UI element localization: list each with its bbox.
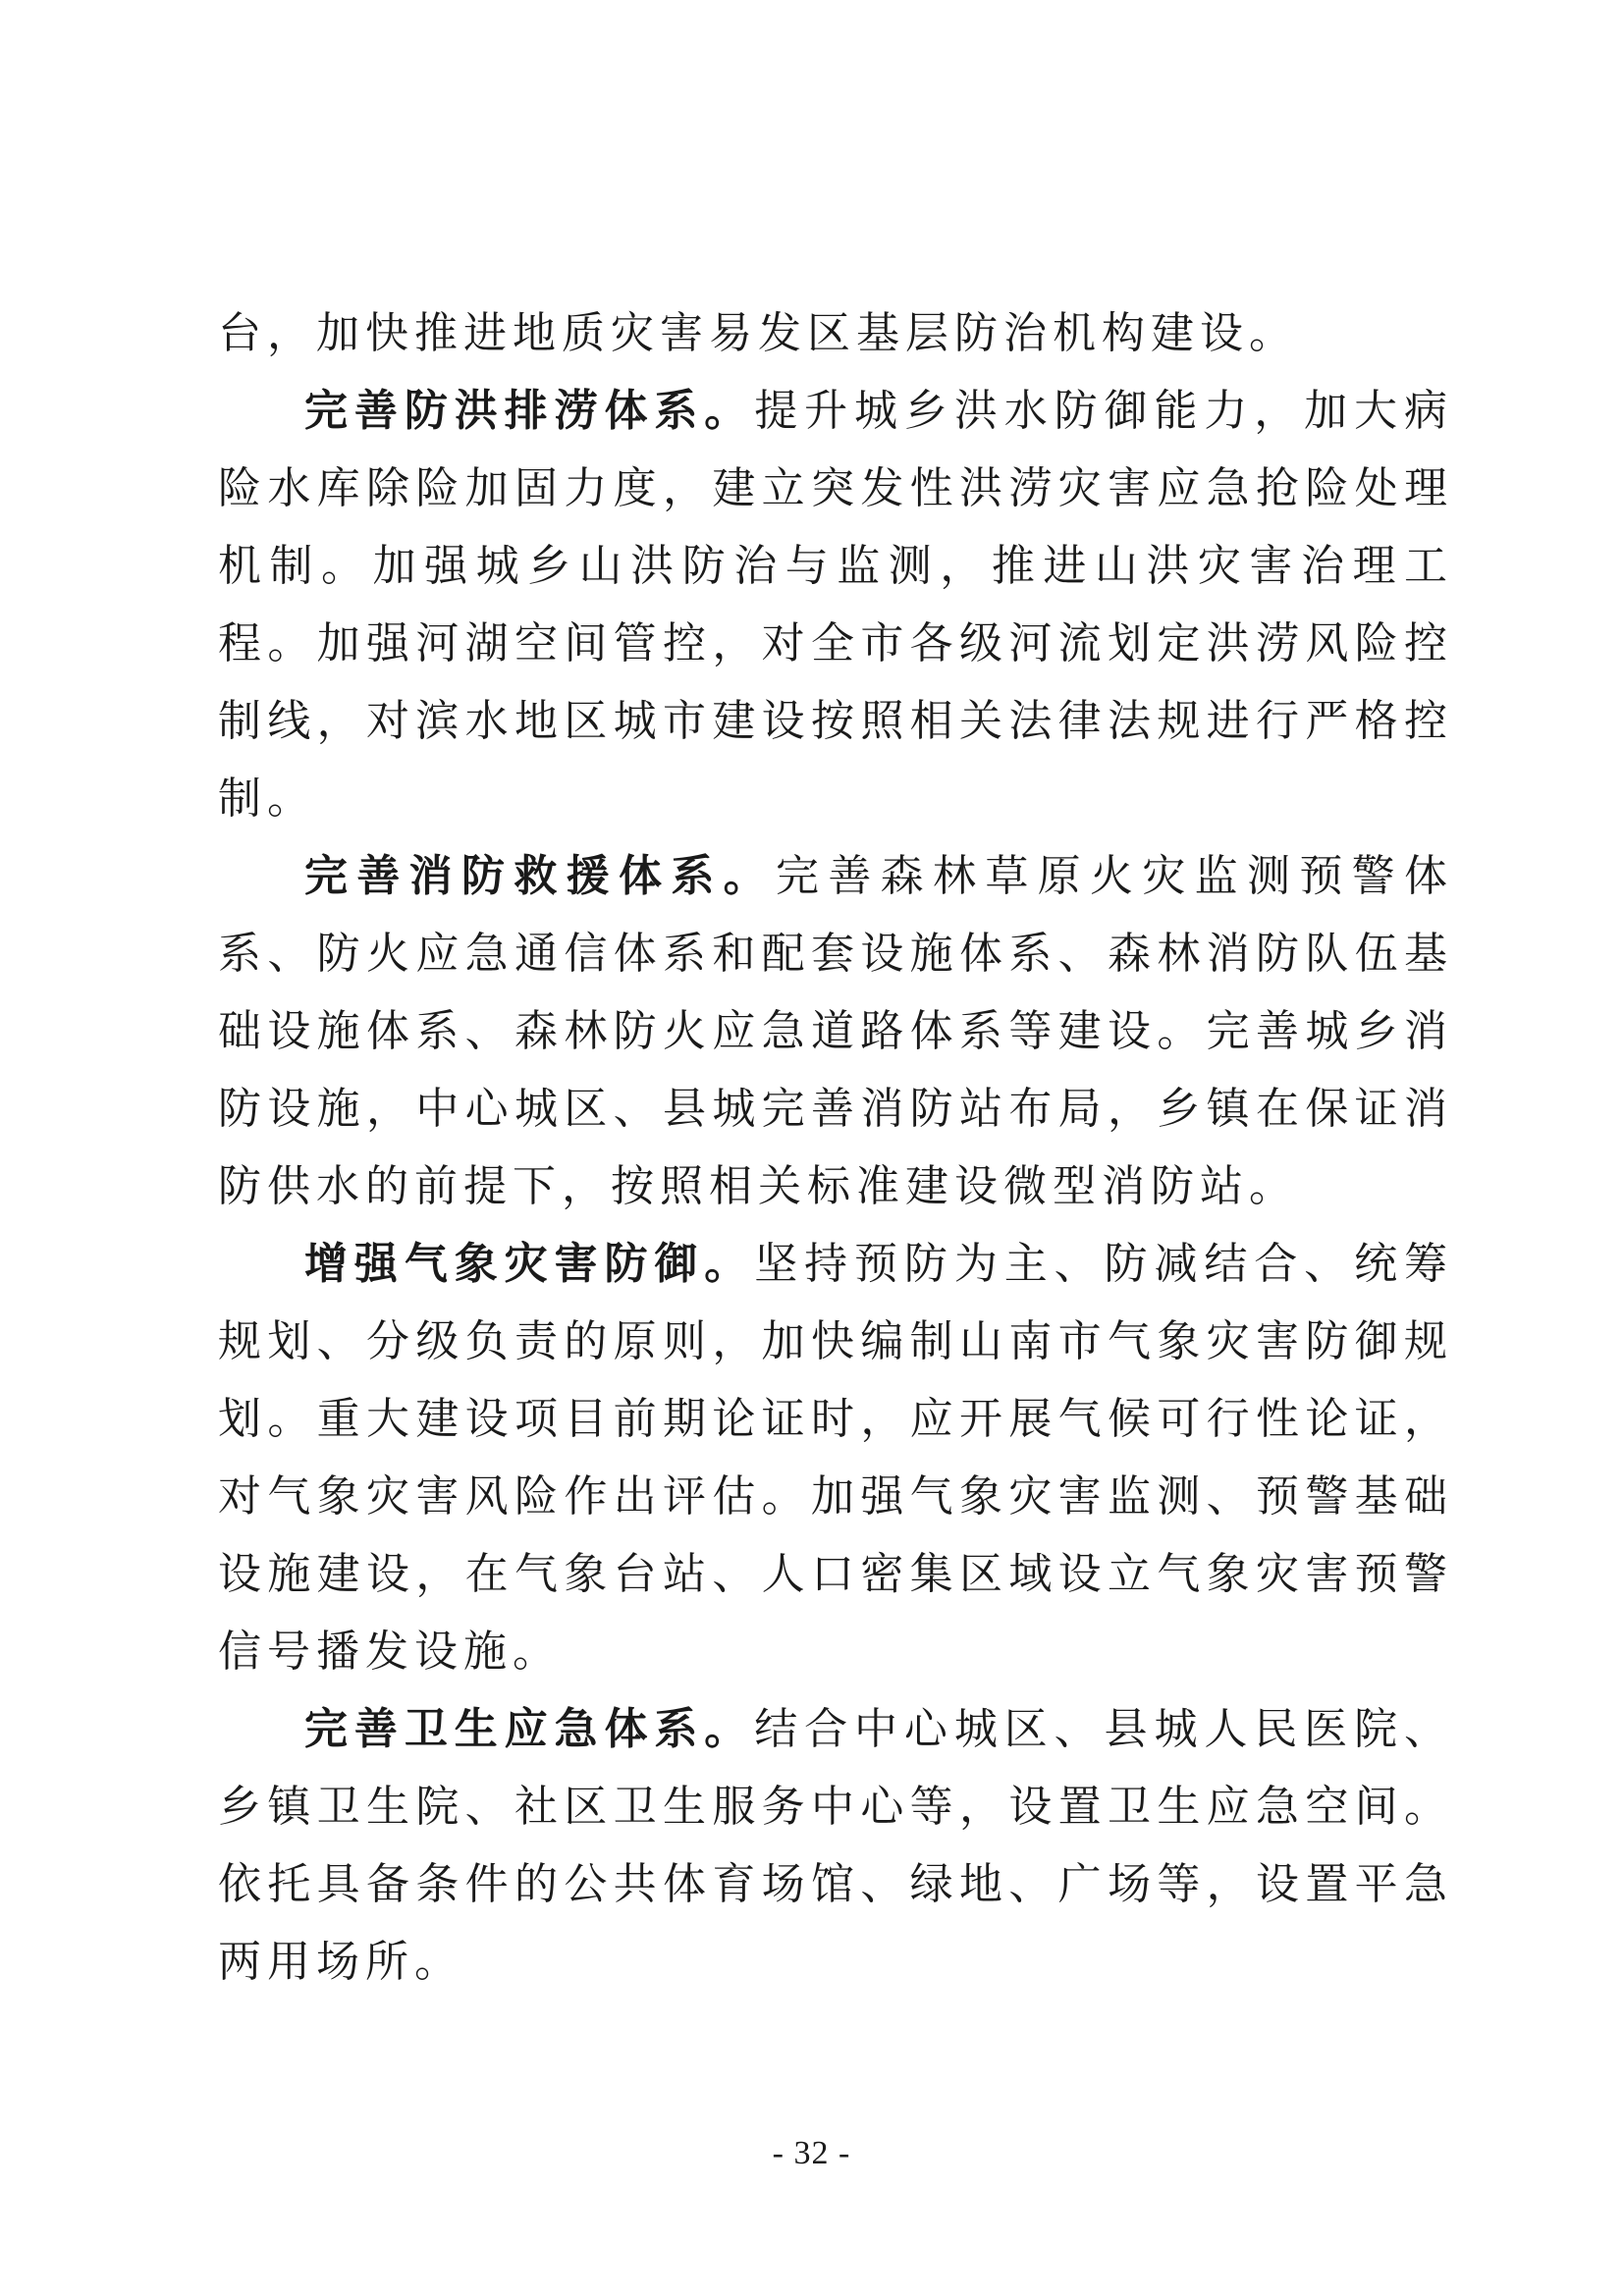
- paragraph-body: 坚持预防为主、防减结合、统筹规划、分级负责的原则，加快编制山南市气象灾害防御规划。重大建设项目前期论证时，应开展气候可行性论证，对气象灾害风险作出评估。加强气象灾害监测、预警基础设施建设，在气象台站、人口密集区域设立气象灾害预警信号播发设施。: [218, 1239, 1454, 1677]
- document-body: [218, 294, 1453, 2001]
- paragraph-flood-control: [218, 372, 1453, 837]
- paragraph-body: 完善森林草原火灾监测预警体系、防火应急通信体系和配套设施体系、森林消防队伍基础设施体系、森林防火应急道路体系等建设。完善城乡消防设施，中心城区、县城完善消防站布局，乡镇在保证消防供水的前提下，按照相关标准建设微型消防站。: [218, 851, 1453, 1211]
- paragraph-heading: 增强气象灾害防御。: [304, 1239, 755, 1289]
- paragraph-meteorological-disaster: [218, 1225, 1453, 1690]
- paragraph-fire-rescue: [218, 837, 1453, 1225]
- paragraph-body: 结合中心城区、县城人民医院、乡镇卫生院、社区卫生服务中心等，设置卫生应急空间。依托具备条件的公共体育场馆、绿地、广场等，设置平急两用场所。: [218, 1704, 1454, 1987]
- paragraph-heading: 完善卫生应急体系。: [304, 1704, 755, 1754]
- page-number: - 32 -: [772, 2135, 851, 2171]
- continuation-paragraph: [218, 294, 1453, 372]
- paragraph-health-emergency: [218, 1690, 1453, 2001]
- paragraph-heading: 完善消防救援体系。: [304, 851, 776, 901]
- paragraph-heading: 完善防洪排涝体系。: [304, 386, 755, 436]
- paragraph-body: 提升城乡洪水防御能力，加大病险水库除险加固力度，建立突发性洪涝灾害应急抢险处理机制。加强城乡山洪防治与监测，推进山洪灾害治理工程。加强河湖空间管控，对全市各级河流划定洪涝风险控制线，对滨水地区城市建设按照相关法律法规进行严格控制。: [218, 386, 1454, 824]
- continuation-text: 台，加快推进地质灾害易发区基层防治机构建设。: [218, 308, 1298, 358]
